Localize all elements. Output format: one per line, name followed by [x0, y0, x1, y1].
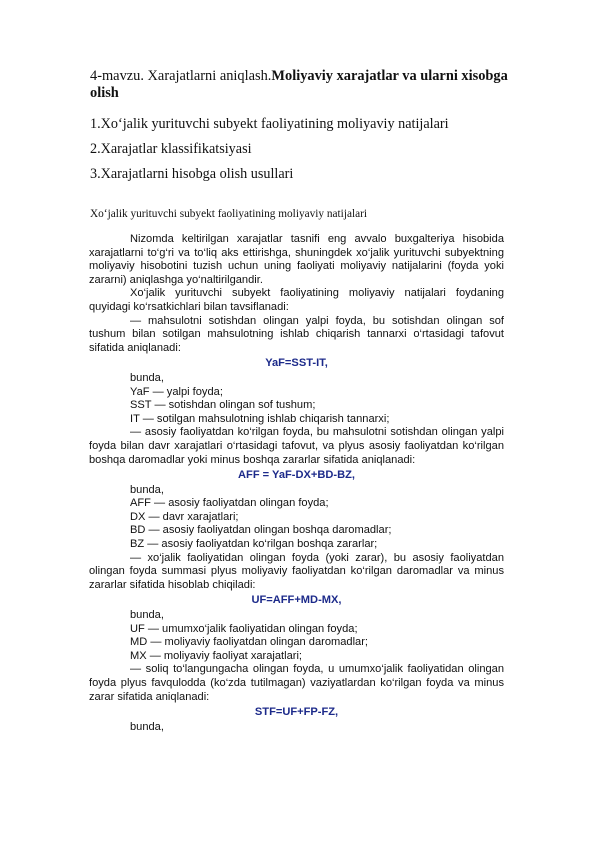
paragraph: — mahsulotni sotishdan olingan yalpi foyda, bu sotishdan olingan sof tushum bilan sotilgan mahsulotning ishlab chiqarish tannarxi o‘rtasidagi tafovut sifatida aniqlanadi: — [89, 314, 504, 354]
section-heading: Xo‘jalik yurituvchi subyekt faoliyatining moliyaviy natijalari — [90, 208, 368, 220]
paragraph: — soliq to‘langungacha olingan foyda, u umumxo‘jalik faoliyatidan olingan foyda plyus favqulodda (ko‘zda tutilmagan) vaziyatlardan ko‘rilgan foyda va minus zarar sifatida aniqlanadi: — [89, 663, 504, 703]
definition-item: IT — sotilgan mahsulotning ishlab chiqarish tannarxi; — [130, 412, 390, 425]
definition-item: AFF — asosiy faoliyatdan olingan foyda; — [130, 497, 329, 510]
body-text — [89, 233, 504, 734]
paragraph: Xo‘jalik yurituvchi subyekt faoliyatining moliyaviy natijalari foydaning quyidagi ko‘rsatkichlari bilan tavsiflanadi: — [89, 287, 504, 313]
definition-item: DX — davr xarajatlari; — [130, 510, 239, 523]
plan-item-1: 1.Xo‘jalik yurituvchi subyekt faoliyatining moliyaviy natijalari — [90, 116, 449, 132]
definition-item: SST — sotishdan olingan sof tushum; — [130, 399, 316, 412]
formula-pretax-profit: STF=UF+FP-FZ, — [254, 706, 339, 719]
formula-gross-profit: YaF=SST-IT, — [265, 357, 328, 370]
definition-item: MD — moliyaviy faoliyatdan olingan daromadlar; — [130, 636, 369, 649]
definition-item: YaF — yalpi foyda; — [130, 385, 223, 398]
where-label: bunda, — [130, 483, 164, 496]
definition-item: UF — umumxo‘jalik faoliyatidan olingan foyda; — [130, 622, 358, 635]
definition-item: MX — moliyaviy faoliyat xarajatlari; — [130, 649, 303, 662]
where-label: bunda, — [130, 371, 164, 384]
topic-title — [90, 68, 530, 102]
paragraph: — asosiy faoliyatdan ko‘rilgan foyda, bu mahsulotni sotishdan olingan yalpi foyda bilan davr xarajatlari o‘rtasidagi tafovut, va plyus asosiy faoliyatdan ko‘rilgan boshqa daromadlar yoki minus boshqa zararlar sifatida aniqlanadi: — [89, 426, 504, 466]
topic-title-bold: Moliyaviy xarajatlar va ularni xisobga olish — [90, 68, 508, 101]
paragraph: Nizomda keltirilgan xarajatlar tasnifi eng avvalo buxgalteriya hisobida xarajatlarni to‘g‘ri va to‘liq aks ettirishga, shuningdek xo‘jalik yurituvchi subyektning moliyaviy hisobotini tuzish uchun uning faoliyati moliyaviy natijalarini (foyda yoki zararni) aniqlashga yo‘naltirilgandir. — [89, 233, 504, 286]
formula-general-profit: UF=AFF+MD-MX, — [251, 594, 342, 607]
plan-item-3: 3.Xarajatlarni hisobga olish usullari — [90, 166, 294, 182]
topic-title-lead: 4-mavzu. Xarajatlarni aniqlash. — [90, 68, 272, 84]
where-label: bunda, — [130, 720, 164, 733]
where-label: bunda, — [130, 609, 164, 622]
formula-operating-profit: AFF = YaF-DX+BD-BZ, — [238, 469, 355, 482]
definition-item: BD — asosiy faoliyatdan olingan boshqa daromadlar; — [130, 524, 392, 537]
plan-item-2: 2.Xarajatlar klassifikatsiyasi — [90, 141, 252, 157]
definition-item: BZ — asosiy faoliyatdan ko‘rilgan boshqa zararlar; — [130, 538, 378, 551]
paragraph: — xo‘jalik faoliyatidan olingan foyda (yoki zarar), bu asosiy faoliyatdan olingan foyda summasi plyus moliyaviy faoliyatdan ko‘rilgan daromadlar va minus zararlar sifatida hisoblab chiqiladi: — [89, 551, 504, 591]
